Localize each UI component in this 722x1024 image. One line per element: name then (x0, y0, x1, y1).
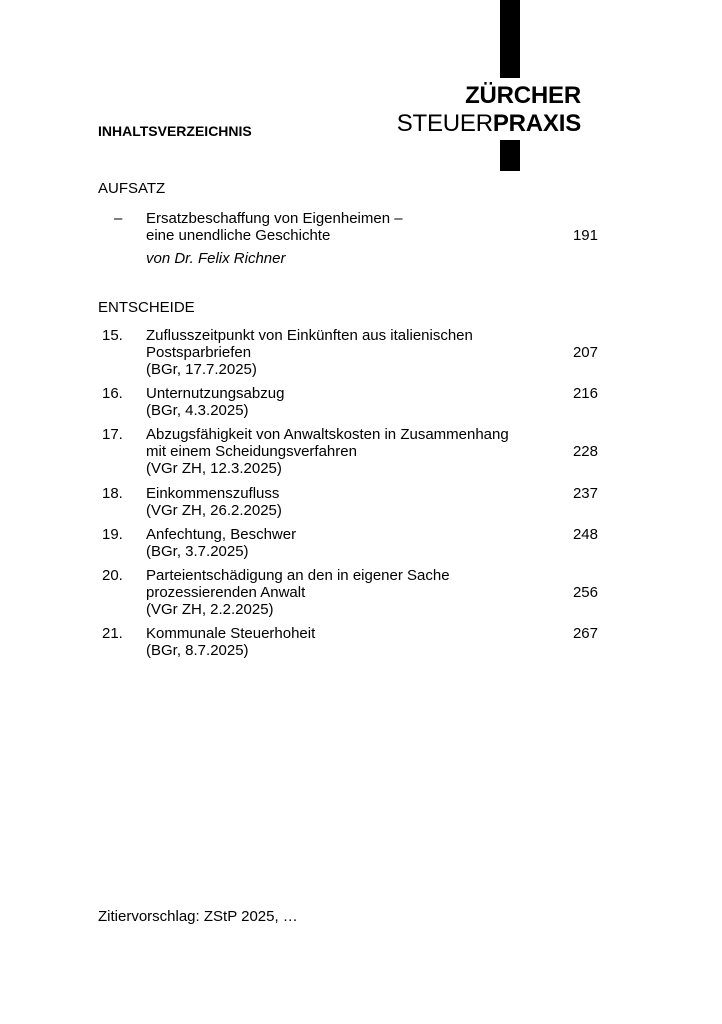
entry-author: von Dr. Felix Richner (146, 250, 286, 267)
entry-line: (BGr, 8.7.2025) (146, 642, 249, 659)
toc-title: INHALTSVERZEICHNIS (98, 123, 252, 139)
entry-line: Zuflusszeitpunkt von Einkünften aus italienischen (146, 327, 473, 344)
entry-number: 20. (102, 567, 123, 584)
logo-line-2-regular: STEUER (396, 110, 493, 137)
entry-line: (BGr, 3.7.2025) (146, 543, 249, 560)
entry-line: (VGr ZH, 2.2.2025) (146, 601, 274, 618)
logo-bar-bottom (500, 140, 520, 171)
entry-body (146, 426, 598, 477)
entry-line: Postsparbriefen (146, 344, 252, 361)
entry-body (146, 526, 598, 560)
entry-line: (BGr, 17.7.2025) (146, 361, 257, 378)
entry-page: 248 (572, 526, 598, 543)
entry-line: Abzugsfähigkeit von Anwaltskosten in Zusammenhang (146, 426, 509, 443)
entry-line: Parteientschädigung an den in eigener Sache (146, 567, 450, 584)
toc-entry-19 (98, 526, 598, 560)
entry-page: 207 (572, 344, 598, 361)
logo-line-2-bold: PRAXIS (492, 110, 581, 137)
entry-body (146, 210, 598, 267)
entry-number: 19. (102, 526, 123, 543)
entry-line: Ersatzbeschaffung von Eigenheimen – (146, 210, 403, 227)
entry-line: eine unendliche Geschichte (146, 227, 331, 244)
entry-body (146, 485, 598, 519)
toc-entry-16 (98, 385, 598, 419)
section-heading-aufsatz: AUFSATZ (98, 180, 166, 197)
toc-entry-17 (98, 426, 598, 477)
logo-bar-top (500, 0, 520, 78)
toc-entry-18 (98, 485, 598, 519)
entry-line: mit einem Scheidungsverfahren (146, 443, 357, 460)
entry-page: 191 (572, 227, 598, 244)
entry-page: 267 (572, 625, 598, 642)
entry-body (146, 567, 598, 618)
entry-marker: – (114, 210, 123, 227)
logo-line-2 (397, 110, 581, 138)
entry-number: 17. (102, 426, 123, 443)
entry-body (146, 385, 598, 419)
entry-line: Unternutzungsabzug (146, 385, 285, 402)
toc-entry-20 (98, 567, 598, 618)
entry-number: 16. (102, 385, 123, 402)
entry-number: 15. (102, 327, 123, 344)
entry-body (146, 625, 598, 659)
entry-line: Einkommenszufluss (146, 485, 280, 502)
entry-line: (VGr ZH, 12.3.2025) (146, 460, 282, 477)
toc-entry-15 (98, 327, 598, 378)
entry-line: Kommunale Steuerhoheit (146, 625, 316, 642)
entry-body (146, 327, 598, 378)
entry-line: Anfechtung, Beschwer (146, 526, 297, 543)
citation-suggestion: Zitiervorschlag: ZStP 2025, … (98, 908, 298, 925)
entry-line: prozessierenden Anwalt (146, 584, 306, 601)
entry-page: 216 (572, 385, 598, 402)
entry-number: 21. (102, 625, 123, 642)
section-heading-entscheide: ENTSCHEIDE (98, 299, 195, 316)
entry-number: 18. (102, 485, 123, 502)
entry-page: 256 (572, 584, 598, 601)
entry-line: (BGr, 4.3.2025) (146, 402, 249, 419)
entry-page: 228 (572, 443, 598, 460)
logo-line-1: ZÜRCHER (465, 82, 581, 109)
toc-entry-aufsatz (98, 210, 598, 267)
entry-line: (VGr ZH, 26.2.2025) (146, 502, 282, 519)
entry-page: 237 (572, 485, 598, 502)
journal-logo (397, 82, 581, 138)
toc-entry-21 (98, 625, 598, 659)
